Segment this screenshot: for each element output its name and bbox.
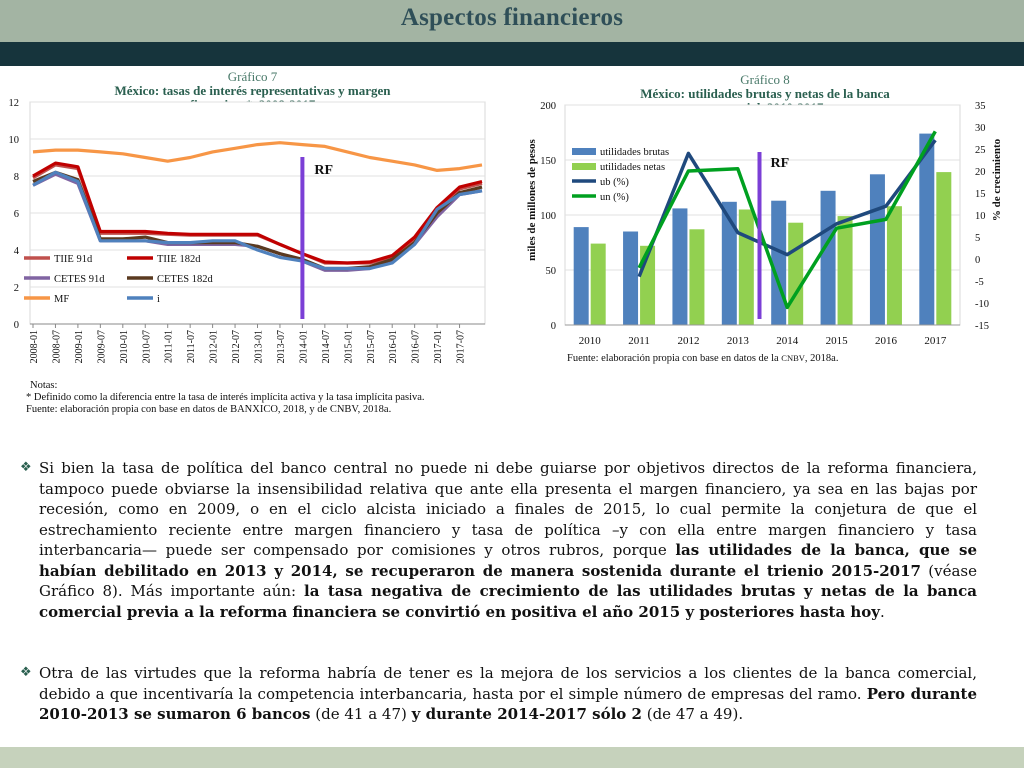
chart7-y-tick-label: 8 xyxy=(13,172,19,183)
chart8-legend-label: ub (%) xyxy=(600,177,629,188)
chart8-source-cnbv: CNBV xyxy=(781,353,805,363)
chart7-x-tick-label: 2013-07 xyxy=(275,330,287,364)
chart7-x-tick-label: 2009-07 xyxy=(96,330,108,364)
chart8-plot xyxy=(520,95,1020,350)
bullet-list xyxy=(20,458,977,725)
bullet2-text-c: (de 47 a 49). xyxy=(641,705,744,723)
chart8-x-tick-label: 2012 xyxy=(677,335,700,347)
chart7-notes xyxy=(26,380,510,416)
chart7-legend-label: MF xyxy=(54,294,70,305)
footer-band xyxy=(0,747,1024,768)
chart7-x-tick-label: 2010-01 xyxy=(118,330,130,364)
chart7-x-tick-label: 2009-01 xyxy=(73,330,85,364)
chart8-x-tick-label: 2014 xyxy=(776,335,799,347)
chart8-y2-tick-label: 10 xyxy=(975,211,986,222)
chart7-x-tick-label: 2011-07 xyxy=(186,330,198,363)
chart7-source: Fuente: elaboración propia con base en datos de BANXICO, 2018, y de CNBV, 2018a. xyxy=(26,404,392,415)
chart8-title-line1: México: utilidades brutas y netas de la banca xyxy=(640,86,890,101)
header-band xyxy=(0,42,1024,66)
chart8-bar-utilidades-netas xyxy=(591,244,606,325)
page-title: Aspectos financieros xyxy=(400,4,624,31)
chart7-legend-label: CETES 91d xyxy=(54,274,105,285)
chart7-rf-label: RF xyxy=(314,163,334,178)
chart7-label: Gráfico 7 xyxy=(227,69,278,84)
chart7-x-tick-label: 2008-07 xyxy=(51,330,63,364)
chart8-bar-utilidades-netas xyxy=(788,223,803,325)
chart8-source-suffix: , 2018a. xyxy=(804,353,839,364)
chart8-bar-utilidades-brutas xyxy=(672,208,687,325)
chart8-legend-label: utilidades netas xyxy=(600,162,666,173)
chart7-x-tick-label: 2012-07 xyxy=(231,330,243,364)
chart7-x-tick-label: 2017-01 xyxy=(433,330,445,364)
chart7-x-tick-label: 2017-07 xyxy=(455,330,467,364)
chart7-plot xyxy=(0,95,500,380)
chart7-x-tick-label: 2012-01 xyxy=(208,330,220,364)
chart7-y-tick-label: 6 xyxy=(13,209,19,220)
chart8-legend-swatch xyxy=(572,163,596,170)
chart8-legend-label: utilidades brutas xyxy=(600,147,670,158)
chart8-bar-utilidades-brutas xyxy=(574,227,589,325)
chart7-x-tick-label: 2008-01 xyxy=(29,330,40,364)
chart8-x-tick-label: 2011 xyxy=(628,335,650,347)
chart7-legend-label: CETES 182d xyxy=(157,274,213,285)
bullet1-text-c: . xyxy=(880,602,885,621)
bullet-item-1 xyxy=(20,458,977,622)
chart8-x-tick-label: 2010 xyxy=(578,335,601,347)
diamond-bullet-icon: ❖ xyxy=(20,665,32,680)
chart7-x-tick-label: 2011-01 xyxy=(163,330,175,363)
chart7-x-tick-label: 2016-07 xyxy=(410,330,422,364)
chart8-y2-tick-label: 0 xyxy=(975,255,981,266)
chart8-y2-tick-label: 5 xyxy=(975,233,981,244)
bullet1-text-a: Si bien la tasa de política del banco central no puede ni debe guiarse por objetivos directos de la reforma financiera, tampoco puede obviarse la insensibilidad relativa que ante ella presenta el margen financiero, ya sea en las bajas por recesión, como en 2009, o en el ciclo alcista iniciado a finales de 2015, lo cual permite la conjetura de que el estrechamiento reciente entre margen financiero y tasa de política –y con ella entre margen financiero y tasa interbancaria— puede ser compensado por comisiones y otros rubros, porque xyxy=(39,459,977,559)
chart8-bar-utilidades-netas xyxy=(936,172,951,325)
chart7-legend-label: TIIE 182d xyxy=(157,254,201,265)
chart8-source xyxy=(567,352,1007,365)
chart7-note-definition: * Definido como la diferencia entre la tasa de interés implícita activa y la tasa implícita pasiva. xyxy=(26,392,425,403)
chart8-y2-tick-label: -5 xyxy=(975,277,984,288)
chart7-x-tick-label: 2015-07 xyxy=(365,330,377,364)
chart8-source-prefix: Fuente: elaboración propia con base en datos de la xyxy=(567,353,782,364)
chart7-x-tick-label: 2013-01 xyxy=(253,330,265,364)
chart8-y2-tick-label: -15 xyxy=(975,321,989,332)
chart8-bar-utilidades-brutas xyxy=(821,191,836,325)
chart7-y-tick-label: 10 xyxy=(8,135,19,146)
chart8-y2-tick-label: 20 xyxy=(975,167,986,178)
chart7-legend-label: TIIE 91d xyxy=(54,254,93,265)
chart8-legend-label: un (%) xyxy=(600,192,629,203)
chart8-bar-utilidades-brutas xyxy=(919,134,934,325)
chart8-y2-tick-label: 25 xyxy=(975,145,986,156)
bullet-item-2 xyxy=(20,663,977,725)
bullet1-bold-a: las utilidades de la banca, que se habían debilitado en 2013 y 2014, se recuperaron de manera sostenida durante el trienio 2015-2017 xyxy=(39,541,977,580)
chart8-y-tick-label: 0 xyxy=(550,321,556,332)
chart8-y2-tick-label: -10 xyxy=(975,299,989,310)
chart8-bar-utilidades-brutas xyxy=(623,232,638,326)
chart8-x-tick-label: 2013 xyxy=(726,335,749,347)
chart7-y-tick-label: 2 xyxy=(13,283,19,294)
chart8-bar-utilidades-netas xyxy=(887,206,902,325)
bullet1-bold-b: la tasa negativa de crecimiento de las utilidades brutas y netas de la banca comercial previa a la reforma financiera se convirtió en positiva el año 2015 y posteriores hasta hoy xyxy=(39,582,977,621)
chart8-x-tick-label: 2015 xyxy=(825,335,848,347)
chart8-x-tick-label: 2016 xyxy=(874,335,897,347)
chart8-bar-utilidades-brutas xyxy=(771,201,786,325)
chart8-y2-tick-label: 15 xyxy=(975,189,986,200)
chart8-y-tick-label: 50 xyxy=(545,266,556,277)
chart7-notes-label: Notas: xyxy=(30,380,58,391)
bullet2-text-a: Otra de las virtudes que la reforma habría de tener es la mejora de los servicios a los clientes de la banca comercial, debido a que incentivaría la competencia interbancaria, hasta por el simple número de empresas del ramo. xyxy=(39,664,977,703)
chart7-title-line1: México: tasas de interés representativas y margen xyxy=(114,83,391,98)
chart8-x-tick-label: 2017 xyxy=(924,335,947,347)
chart8-bar-utilidades-netas xyxy=(739,210,754,326)
chart8-legend-swatch xyxy=(572,148,596,155)
chart8-y2-tick-label: 30 xyxy=(975,123,986,134)
bullet2-bold-b: y durante 2014-2017 sólo 2 xyxy=(411,705,642,723)
chart7-x-tick-label: 2016-01 xyxy=(388,330,400,364)
chart8-bar-utilidades-netas xyxy=(689,229,704,325)
chart8-y2-tick-label: 35 xyxy=(975,101,986,112)
chart7-y-tick-label: 4 xyxy=(13,246,19,257)
bullet2-bold-a: Pero durante 2010-2013 se sumaron 6 bancos xyxy=(39,684,977,723)
chart7-y-tick-label: 0 xyxy=(13,320,19,331)
chart8-y-axis-title: miles de millones de pesos xyxy=(526,139,538,261)
chart8-bar-utilidades-brutas xyxy=(870,174,885,325)
chart7-legend-label: i xyxy=(157,294,160,305)
chart7-x-tick-label: 2014-07 xyxy=(320,330,332,364)
chart8-y-tick-label: 200 xyxy=(540,101,556,112)
chart8-rf-label: RF xyxy=(770,156,790,171)
chart7-x-tick-label: 2015-01 xyxy=(343,330,355,364)
chart7-x-tick-label: 2014-01 xyxy=(298,330,310,364)
diamond-bullet-icon: ❖ xyxy=(20,460,32,475)
chart8-y-tick-label: 150 xyxy=(540,156,556,167)
bullet1-text-b: (véase Gráfico 8). Más importante aún: xyxy=(39,561,977,600)
chart7-y-tick-label: 12 xyxy=(8,98,19,109)
bullet2-text-b: (de 41 a 47) xyxy=(310,705,412,723)
chart8-y2-axis-title: % de crecimiento xyxy=(991,138,1003,222)
chart8-y-tick-label: 100 xyxy=(540,211,556,222)
chart8-bar-utilidades-netas xyxy=(838,216,853,325)
chart8-label: Gráfico 8 xyxy=(740,72,790,87)
chart7-x-tick-label: 2010-07 xyxy=(141,330,153,364)
